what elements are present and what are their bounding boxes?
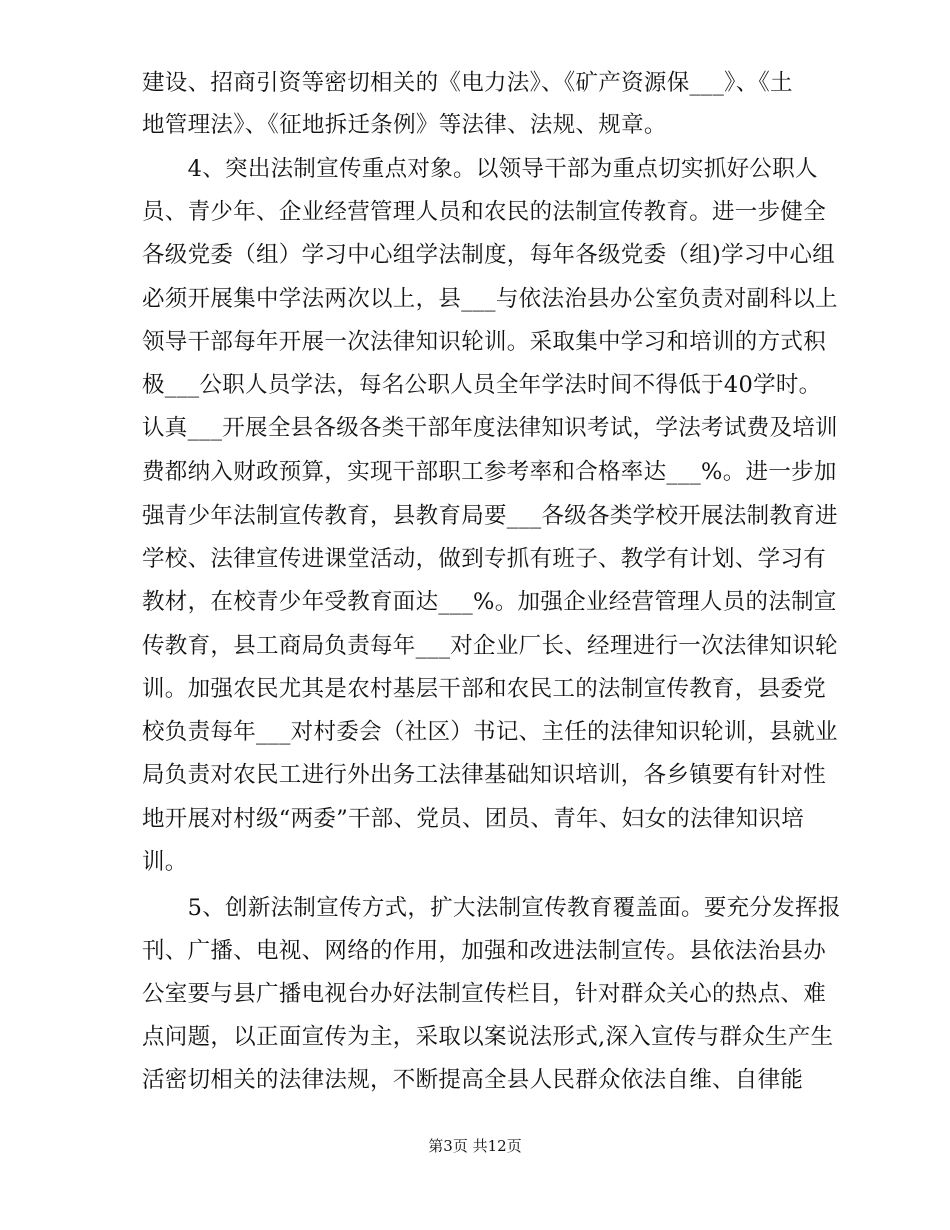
text-line: 公室要与县广播电视台办好法制宣传栏目，针对群众关心的热点、难 — [142, 980, 827, 1007]
text-line: 刊、广播、电视、网络的作用，加强和改进法制宣传。县依法治县办 — [142, 937, 827, 964]
text-line: 强青少年法制宣传教育，县教育局要___各级各类学校开展法制教育进 — [142, 502, 838, 529]
text-line: 活密切相关的法律法规，不断提高全县人民群众依法自维、自律能 — [142, 1067, 804, 1093]
text-line: 认真___开展全县各级各类干部年度法律知识考试，学法考试费及培训 — [142, 415, 838, 442]
text-line: 各级党委（组）学习中心组学法制度，每年各级党委（组)学习中心组 — [142, 242, 836, 269]
text-line: 点问题，以正面宣传为主，采取以案说法形式,深入宣传与群众生产生 — [142, 1023, 834, 1050]
text-line: 领导干部每年开展一次法律知识轮训。采取集中学习和培训的方式积 — [142, 329, 827, 356]
text-line: 局负责对农民工进行外出务工法律基础知识培训，各乡镇要有针对性 — [142, 761, 827, 788]
text-line: 校负责每年___对村委会（社区）书记、主任的法律知识轮训，县就业 — [142, 718, 838, 745]
text-line: 训。加强农民尤其是农村基层干部和农民工的法制宣传教育，县委党 — [142, 675, 827, 702]
text-line: 教材，在校青少年受教育面达___%。加强企业经营管理人员的法制宣 — [142, 588, 837, 615]
text-line: 4、突出法制宣传重点对象。以领导干部为重点切实抓好公职人 — [142, 156, 818, 183]
text-line: 极___公职人员学法，每名公职人员全年学法时间不得低于40学时。 — [142, 372, 822, 399]
page-number-footer: 第3页 共12页 — [428, 1137, 522, 1155]
text-line: 5、创新法制宣传方式，扩大法制宣传教育覆盖面。要充分发挥报 — [142, 894, 841, 921]
text-line: 传教育，县工商局负责每年___对企业厂长、经理进行一次法律知识轮 — [142, 632, 838, 659]
text-line: 建设、招商引资等密切相关的《电力法》、《矿产资源保___》、《土 — [142, 70, 793, 96]
text-line: 员、青少年、企业经营管理人员和农民的法制宣传教育。进一步健全 — [142, 199, 827, 226]
text-line: 学校、法律宣传进课堂活动，做到专抓有班子、教学有计划、学习有 — [142, 545, 827, 572]
text-line: 费都纳入财政预算，实现干部职工参考率和合格率达___%。进一步加 — [142, 459, 837, 486]
text-line: 训。 — [142, 848, 188, 875]
text-line: 必须开展集中学法两次以上，县___与依法治县办公室负责对副科以上 — [142, 286, 838, 313]
text-line: 地开展对村级“两委”干部、党员、团员、青年、妇女的法律知识培 — [142, 805, 805, 832]
text-line: 地管理法》、《征地拆迁条例》等法律、法规、规章。 — [142, 112, 667, 139]
